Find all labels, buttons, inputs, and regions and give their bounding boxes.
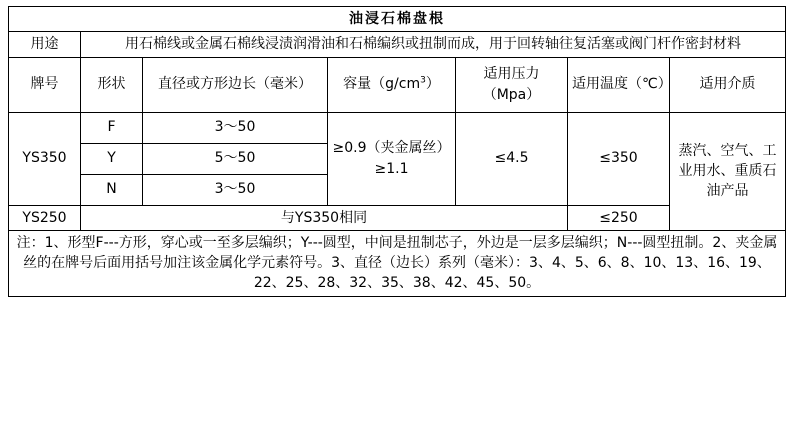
usage-text: 用石棉线或金属石棉线浸渍润滑油和石棉编织或扭制而成，用于回转轴往复活塞或阀门杆作密封材料 — [81, 32, 786, 57]
header-temperature: 适用温度（℃） — [568, 57, 670, 112]
cell-volume-ys350: ≥0.9（夹金属丝）≥1.1 — [328, 112, 456, 205]
table-row — [9, 112, 786, 143]
cell-temperature-ys350: ≤350 — [568, 112, 670, 205]
cell-temperature-ys250: ≤250 — [568, 205, 670, 230]
cell-diameter-y: 5～50 — [143, 143, 328, 174]
header-pressure: 适用压力（Mpa） — [456, 57, 568, 112]
header-volume-superscript: 3 — [420, 75, 426, 86]
table-row-title — [9, 7, 786, 32]
usage-label: 用途 — [9, 32, 81, 57]
cell-media: 蒸汽、空气、工业用水、重质石油产品 — [670, 112, 786, 230]
table-row-header — [9, 57, 786, 112]
cell-diameter-f: 3～50 — [143, 112, 328, 143]
header-brand: 牌号 — [9, 57, 81, 112]
cell-shape-f: F — [81, 112, 143, 143]
cell-shape-y: Y — [81, 143, 143, 174]
table-row-note — [9, 230, 786, 296]
cell-brand-ys350: YS350 — [9, 112, 81, 205]
header-shape: 形状 — [81, 57, 143, 112]
header-diameter: 直径或方形边长（毫米） — [143, 57, 328, 112]
cell-brand-ys250: YS250 — [9, 205, 81, 230]
table-row-usage — [9, 32, 786, 57]
page-title: 油浸石棉盘根 — [9, 7, 786, 32]
cell-diameter-n: 3～50 — [143, 174, 328, 205]
table-row — [9, 205, 786, 230]
cell-shape-n: N — [81, 174, 143, 205]
cell-same-as-ys350: 与YS350相同 — [81, 205, 568, 230]
header-volume — [328, 57, 456, 112]
header-volume-prefix: 容量（g/cm — [343, 76, 421, 93]
note-text: 注：1、形型F---方形，穿心或一至多层编织；Y---圆型，中间是扭制芯子，外边是一层多层编织；N---圆型扭制。2、夹金属丝的在牌号后面用括号加注该金属化学元素符号。3、直径（边长）系列（毫米）：3、4、5、6、8、10、13、16、19、22、25、28、32、35、38、42、45、50。 — [9, 230, 786, 296]
header-volume-suffix: ） — [425, 76, 440, 93]
packing-spec-table — [8, 6, 786, 297]
cell-pressure-ys350: ≤4.5 — [456, 112, 568, 205]
header-media: 适用介质 — [670, 57, 786, 112]
